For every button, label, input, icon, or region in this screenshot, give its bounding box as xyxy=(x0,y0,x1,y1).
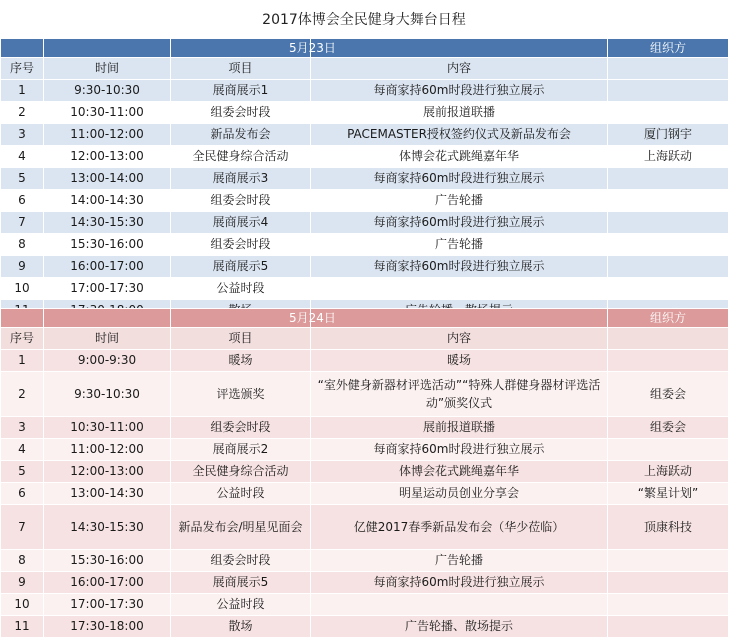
row-time: 9:30-10:30 xyxy=(44,372,171,417)
header-content: 内容 xyxy=(311,58,608,80)
row-seq: 5 xyxy=(1,461,44,483)
row-content xyxy=(311,278,608,300)
table-row xyxy=(1,212,729,234)
table-row xyxy=(1,572,729,594)
row-item: 组委会时段 xyxy=(171,417,311,439)
row-time: 12:00-13:00 xyxy=(44,461,171,483)
row-content: 每商家持60m时段进行独立展示 xyxy=(311,439,608,461)
row-content: 展前报道联播 xyxy=(311,417,608,439)
row-time: 11:00-12:00 xyxy=(44,439,171,461)
day2-organizer-label: 组织方 xyxy=(608,309,729,328)
row-time: 17:30-18:00 xyxy=(44,616,171,638)
header-item: 项目 xyxy=(171,328,311,350)
table-row xyxy=(1,616,729,638)
row-organizer xyxy=(608,616,729,638)
row-seq: 7 xyxy=(1,212,44,234)
table-row xyxy=(1,80,729,102)
row-organizer: 组委会 xyxy=(608,417,729,439)
table-row xyxy=(1,190,729,212)
row-seq: 10 xyxy=(1,594,44,616)
day1-organizer-label: 组织方 xyxy=(608,39,729,58)
row-item: 组委会时段 xyxy=(171,190,311,212)
row-content: 体博会花式跳绳嘉年华 xyxy=(311,146,608,168)
day2-date-row xyxy=(1,309,729,328)
row-item: 新品发布会/明星见面会 xyxy=(171,505,311,550)
row-organizer: “繁星计划” xyxy=(608,483,729,505)
row-content: 广告轮播 xyxy=(311,190,608,212)
header-seq: 序号 xyxy=(1,328,44,350)
row-time: 9:30-10:30 xyxy=(44,80,171,102)
row-seq: 10 xyxy=(1,278,44,300)
row-seq: 3 xyxy=(1,417,44,439)
day2-schedule-table xyxy=(0,308,729,638)
header-organizer xyxy=(608,58,729,80)
row-content: 每商家持60m时段进行独立展示 xyxy=(311,80,608,102)
row-seq: 9 xyxy=(1,572,44,594)
row-organizer xyxy=(608,350,729,372)
row-content: 亿健2017春季新品发布会（华少莅临） xyxy=(311,505,608,550)
row-item: 全民健身综合活动 xyxy=(171,146,311,168)
row-content: 广告轮播 xyxy=(311,550,608,572)
row-content: 广告轮播、散场提示 xyxy=(311,616,608,638)
page-title: 2017体博会全民健身大舞台日程 xyxy=(0,0,728,38)
row-organizer xyxy=(608,190,729,212)
row-time: 14:30-15:30 xyxy=(44,212,171,234)
row-item: 公益时段 xyxy=(171,483,311,505)
row-content: 每商家持60m时段进行独立展示 xyxy=(311,168,608,190)
table-row xyxy=(1,256,729,278)
row-seq: 11 xyxy=(1,616,44,638)
table-row xyxy=(1,102,729,124)
row-item: 展商展示2 xyxy=(171,439,311,461)
table-row xyxy=(1,439,729,461)
row-seq: 8 xyxy=(1,234,44,256)
row-item: 评选颁奖 xyxy=(171,372,311,417)
table-row xyxy=(1,417,729,439)
row-item: 展商展示4 xyxy=(171,212,311,234)
table-row xyxy=(1,594,729,616)
row-seq: 4 xyxy=(1,439,44,461)
row-content: 体博会花式跳绳嘉年华 xyxy=(311,461,608,483)
row-time: 15:30-16:00 xyxy=(44,234,171,256)
row-seq: 5 xyxy=(1,168,44,190)
row-item: 展商展示5 xyxy=(171,256,311,278)
table-row xyxy=(1,234,729,256)
row-item: 展商展示5 xyxy=(171,572,311,594)
day1-date-row xyxy=(1,39,729,58)
row-time: 11:00-12:00 xyxy=(44,124,171,146)
row-seq: 8 xyxy=(1,550,44,572)
row-organizer xyxy=(608,234,729,256)
row-organizer: 上海跃动 xyxy=(608,461,729,483)
row-content: 广告轮播 xyxy=(311,234,608,256)
row-seq: 3 xyxy=(1,124,44,146)
row-seq: 2 xyxy=(1,102,44,124)
header-organizer xyxy=(608,328,729,350)
row-content: “室外健身新器材评选活动”“特殊人群健身器材评选活动”颁奖仪式 xyxy=(311,372,608,417)
table-row xyxy=(1,372,729,417)
row-content: 展前报道联播 xyxy=(311,102,608,124)
row-time: 13:00-14:30 xyxy=(44,483,171,505)
header-content: 内容 xyxy=(311,328,608,350)
row-organizer xyxy=(608,439,729,461)
header-item: 项目 xyxy=(171,58,311,80)
row-content: PACEMASTER授权签约仪式及新品发布会 xyxy=(311,124,608,146)
row-seq: 2 xyxy=(1,372,44,417)
row-organizer xyxy=(608,80,729,102)
row-seq: 6 xyxy=(1,483,44,505)
table-row xyxy=(1,168,729,190)
row-item: 展商展示3 xyxy=(171,168,311,190)
table-row xyxy=(1,146,729,168)
row-organizer: 组委会 xyxy=(608,372,729,417)
row-organizer: 厦门钢宇 xyxy=(608,124,729,146)
row-time: 12:00-13:00 xyxy=(44,146,171,168)
row-organizer xyxy=(608,550,729,572)
row-organizer xyxy=(608,212,729,234)
row-organizer: 顶康科技 xyxy=(608,505,729,550)
row-item: 展商展示1 xyxy=(171,80,311,102)
row-item: 公益时段 xyxy=(171,278,311,300)
row-organizer: 上海跃动 xyxy=(608,146,729,168)
row-time: 10:30-11:00 xyxy=(44,102,171,124)
row-content: 明星运动员创业分享会 xyxy=(311,483,608,505)
day1-schedule-table xyxy=(0,38,729,322)
table-row xyxy=(1,278,729,300)
row-seq: 6 xyxy=(1,190,44,212)
table-row xyxy=(1,505,729,550)
row-seq: 9 xyxy=(1,256,44,278)
day2-date: 5月24日 xyxy=(289,311,336,325)
row-time: 17:00-17:30 xyxy=(44,278,171,300)
table-row xyxy=(1,461,729,483)
row-item: 公益时段 xyxy=(171,594,311,616)
row-content: 每商家持60m时段进行独立展示 xyxy=(311,572,608,594)
row-item: 暖场 xyxy=(171,350,311,372)
row-organizer xyxy=(608,102,729,124)
row-content: 每商家持60m时段进行独立展示 xyxy=(311,212,608,234)
header-time: 时间 xyxy=(44,328,171,350)
row-seq: 7 xyxy=(1,505,44,550)
row-item: 组委会时段 xyxy=(171,234,311,256)
day1-date: 5月23日 xyxy=(289,41,336,55)
row-organizer xyxy=(608,168,729,190)
table-row xyxy=(1,550,729,572)
row-time: 14:00-14:30 xyxy=(44,190,171,212)
row-item: 新品发布会 xyxy=(171,124,311,146)
row-content xyxy=(311,594,608,616)
row-item: 全民健身综合活动 xyxy=(171,461,311,483)
row-time: 16:00-17:00 xyxy=(44,572,171,594)
row-time: 17:00-17:30 xyxy=(44,594,171,616)
table-row xyxy=(1,124,729,146)
row-organizer xyxy=(608,572,729,594)
row-time: 13:00-14:00 xyxy=(44,168,171,190)
row-time: 10:30-11:00 xyxy=(44,417,171,439)
row-time: 14:30-15:30 xyxy=(44,505,171,550)
header-seq: 序号 xyxy=(1,58,44,80)
table-row xyxy=(1,350,729,372)
table-row xyxy=(1,483,729,505)
day1-header-row xyxy=(1,58,729,80)
row-time: 16:00-17:00 xyxy=(44,256,171,278)
row-content: 暖场 xyxy=(311,350,608,372)
row-seq: 1 xyxy=(1,350,44,372)
row-organizer xyxy=(608,594,729,616)
row-item: 组委会时段 xyxy=(171,550,311,572)
header-time: 时间 xyxy=(44,58,171,80)
row-content: 每商家持60m时段进行独立展示 xyxy=(311,256,608,278)
row-organizer xyxy=(608,256,729,278)
day2-header-row xyxy=(1,328,729,350)
row-item: 散场 xyxy=(171,616,311,638)
row-seq: 4 xyxy=(1,146,44,168)
row-item: 组委会时段 xyxy=(171,102,311,124)
row-time: 15:30-16:00 xyxy=(44,550,171,572)
row-time: 9:00-9:30 xyxy=(44,350,171,372)
row-seq: 1 xyxy=(1,80,44,102)
row-organizer xyxy=(608,278,729,300)
